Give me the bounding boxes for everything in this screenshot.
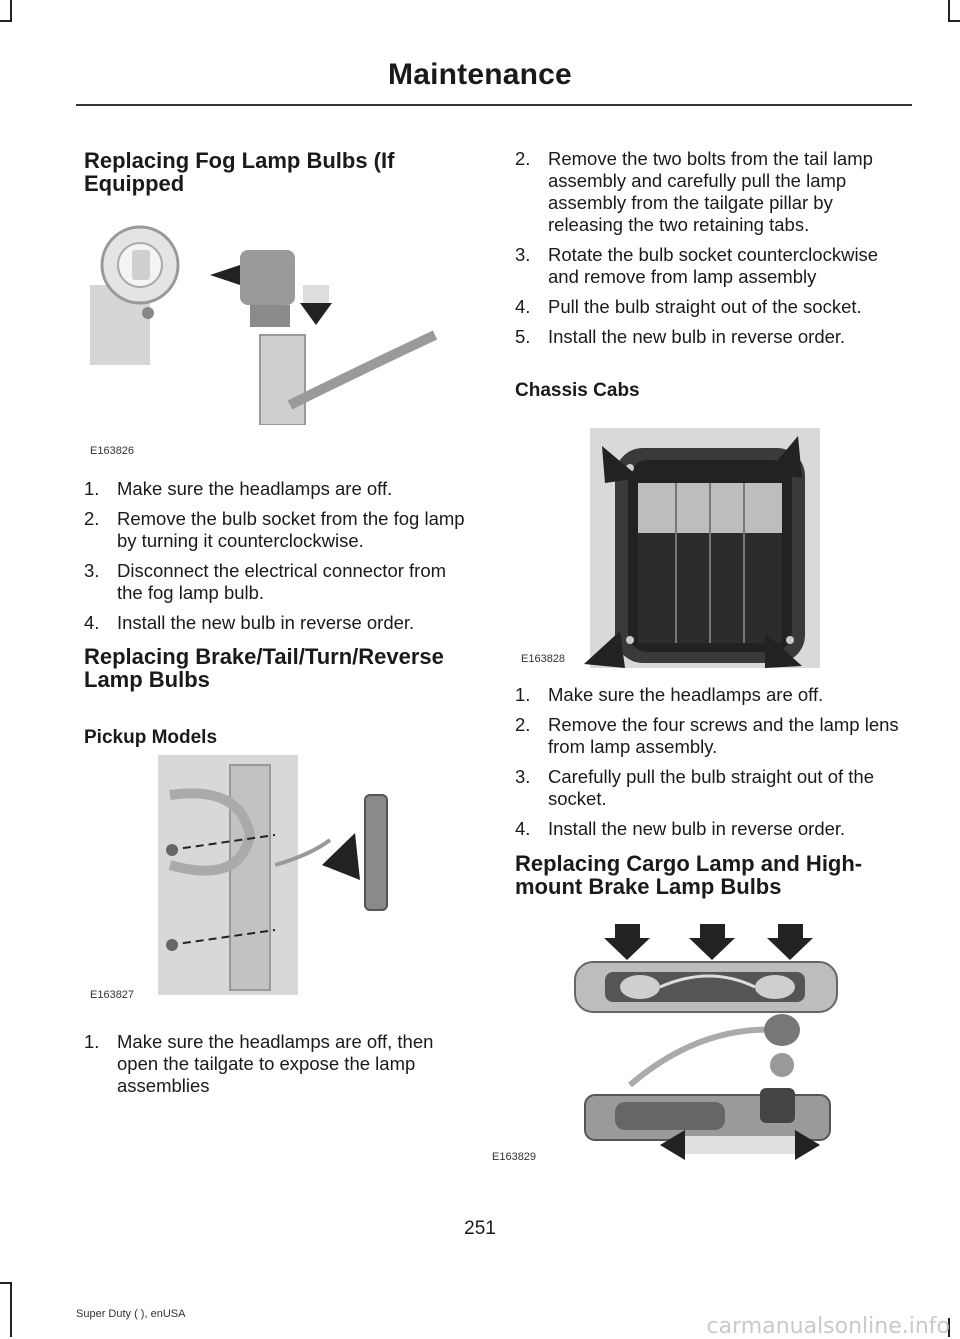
header-divider — [76, 104, 912, 106]
crop-mark — [10, 1282, 12, 1337]
list-item: 2. Remove the two bolts from the tail lamp assembly and carefully pull the lamp assembly from the tailgate pillar by releasing the two retaining tabs. — [515, 148, 873, 235]
list-item: 4. Install the new bulb in reverse order. — [515, 818, 846, 839]
pickup-section — [84, 727, 464, 749]
list-item: 1. Make sure the headlamps are off. — [515, 684, 824, 705]
chassis-heading: Chassis Cabs — [515, 380, 640, 401]
list-item: 2. Remove the four screws and the lamp lens from lamp assembly. — [515, 714, 899, 757]
list-item: 4. Install the new bulb in reverse order. — [84, 612, 415, 633]
page-title: Maintenance — [388, 58, 572, 91]
brake-lamp-heading: Replacing Brake/Tail/Turn/Reverse Lamp Bulbs — [84, 644, 444, 692]
chassis-steps — [515, 684, 910, 840]
page-number: 251 — [464, 1218, 496, 1239]
chassis-section — [515, 380, 895, 402]
figure-id: E163827 — [90, 989, 135, 1001]
cargo-lamp-illustration — [492, 920, 905, 1170]
figure-id: E163828 — [521, 653, 566, 665]
pickup-steps-continued — [515, 148, 910, 348]
list-item: 5. Install the new bulb in reverse order. — [515, 326, 846, 347]
document-info: Super Duty ( ), enUSA — [76, 1308, 186, 1320]
crop-mark — [948, 20, 960, 22]
crop-mark — [0, 1282, 12, 1284]
pickup-heading: Pickup Models — [84, 727, 218, 748]
list-item: 3. Carefully pull the bulb straight out of the socket. — [515, 766, 874, 809]
crop-mark — [0, 20, 12, 22]
fog-steps — [84, 478, 474, 634]
cargo-lamp-heading: Replacing Cargo Lamp and High-mount Brake Lamp Bulbs — [515, 851, 863, 899]
watermark: carmanualsonline.info — [706, 1314, 950, 1339]
pickup-tail-lamp-illustration — [90, 755, 460, 1020]
brake-lamp-section — [84, 645, 464, 691]
list-item: 3. Rotate the bulb socket counterclockwise and remove from lamp assembly — [515, 244, 879, 287]
figure-id: E163829 — [492, 1151, 537, 1163]
list-item: 1. Make sure the headlamps are off. — [84, 478, 393, 499]
crop-mark — [10, 0, 12, 22]
chassis-cab-lamp-illustration — [520, 428, 905, 673]
figure-id: E163826 — [90, 445, 135, 457]
cargo-section — [515, 852, 895, 898]
list-item: 4. Pull the bulb straight out of the socket. — [515, 296, 862, 317]
left-column — [84, 149, 474, 195]
fog-lamp-illustration — [90, 225, 440, 457]
pickup-steps — [84, 1031, 479, 1097]
list-item: 1. Make sure the headlamps are off, then open the tailgate to expose the lamp assemblies — [84, 1031, 434, 1096]
list-item: 2. Remove the bulb socket from the fog lamp by turning it counterclockwise. — [84, 508, 465, 551]
list-item: 3. Disconnect the electrical connector from the fog lamp bulb. — [84, 560, 447, 603]
fog-lamp-heading: Replacing Fog Lamp Bulbs (If Equipped — [84, 148, 395, 196]
crop-mark — [948, 0, 950, 22]
